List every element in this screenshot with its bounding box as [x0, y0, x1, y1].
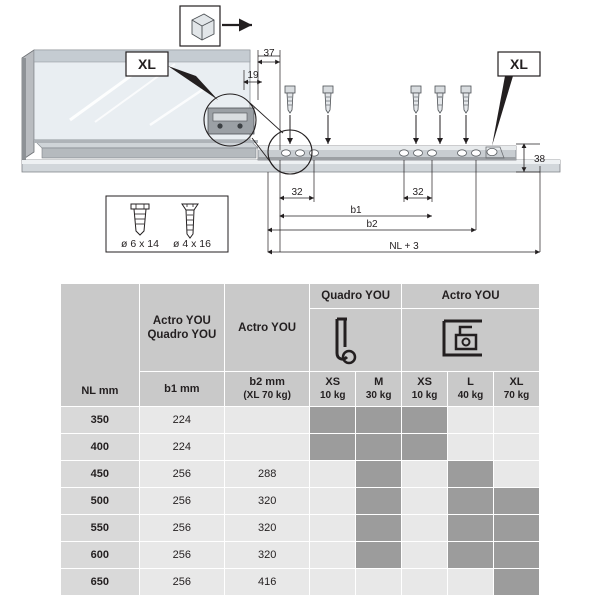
cell-nl: 500 — [61, 488, 140, 515]
header-b1-mm-text: b1 mm — [164, 382, 200, 395]
group-header-quadro-you — [310, 284, 402, 309]
table-row — [61, 515, 540, 542]
cell-b2 — [225, 434, 310, 461]
cell-actro-xs — [402, 407, 448, 434]
header-quadro-m — [356, 372, 402, 407]
cell-quadro-xs — [310, 407, 356, 434]
cell-quadro-m — [356, 569, 402, 596]
header-actro-you-line1: Actro YOU — [152, 314, 211, 327]
header-b2-mm-text: b2 mm — [249, 376, 285, 388]
cell-b1: 256 — [139, 488, 224, 515]
screw-left-label: ø 6 x 14 — [121, 238, 159, 250]
cell-actro-xl — [493, 542, 539, 569]
table-row — [61, 434, 540, 461]
cell-actro-xl — [493, 434, 539, 461]
runner-rail — [258, 146, 516, 160]
cell-b1: 224 — [139, 407, 224, 434]
header-quadro-m-name: M — [374, 376, 384, 388]
cell-nl: 450 — [61, 461, 140, 488]
spec-table-wrapper — [60, 283, 540, 596]
cell-actro-xl — [493, 515, 539, 542]
header-actro-xs-load: 10 kg — [411, 390, 438, 401]
dim-nl3-text: NL + 3 — [389, 241, 419, 252]
spec-table — [60, 283, 540, 596]
header-b2-xl70-text: (XL 70 kg) — [243, 390, 291, 401]
dim-32-right-text: 32 — [412, 187, 424, 198]
header-quadro-xs-name: XS — [325, 376, 341, 388]
group-header-actro-you — [402, 284, 540, 309]
table-row — [61, 542, 540, 569]
cell-b1: 256 — [139, 515, 224, 542]
header-actro-l-load: 40 kg — [457, 390, 484, 401]
dim-chain — [268, 160, 540, 252]
cell-b2 — [225, 407, 310, 434]
screw-legend — [106, 196, 228, 252]
cell-actro-l — [448, 488, 494, 515]
cell-nl: 350 — [61, 407, 140, 434]
technical-drawing — [0, 0, 600, 272]
cell-b1: 256 — [139, 461, 224, 488]
screw-arrows — [285, 86, 471, 144]
cell-b1: 256 — [139, 542, 224, 569]
cell-actro-l — [448, 407, 494, 434]
cell-actro-xs — [402, 461, 448, 488]
cell-b2: 320 — [225, 488, 310, 515]
cell-b2: 288 — [225, 461, 310, 488]
cell-actro-xs — [402, 542, 448, 569]
cell-actro-l — [448, 434, 494, 461]
header-quadro-xs — [310, 372, 356, 407]
cell-actro-xs — [402, 569, 448, 596]
cell-quadro-m — [356, 542, 402, 569]
cell-b2: 320 — [225, 515, 310, 542]
cell-actro-xl — [493, 461, 539, 488]
cell-nl: 650 — [61, 569, 140, 596]
header-actro-xl-name: XL — [509, 376, 524, 388]
cell-actro-l — [448, 569, 494, 596]
xl-left-text: XL — [138, 56, 156, 72]
cell-nl: 600 — [61, 542, 140, 569]
header-nl-mm: NL mm — [81, 385, 119, 397]
header-actro-xl-load: 70 kg — [503, 390, 530, 401]
cell-actro-xs — [402, 515, 448, 542]
cell-b1: 224 — [139, 434, 224, 461]
cell-quadro-xs — [310, 542, 356, 569]
cell-actro-xl — [493, 488, 539, 515]
cell-actro-l — [448, 515, 494, 542]
cell-quadro-xs — [310, 434, 356, 461]
cell-quadro-xs — [310, 488, 356, 515]
table-row — [61, 461, 540, 488]
header-actro-quadro-you — [139, 284, 224, 372]
cell-actro-xs — [402, 434, 448, 461]
header-actro-l-name: L — [467, 376, 474, 388]
cell-actro-l — [448, 542, 494, 569]
cell-quadro-m — [356, 434, 402, 461]
label-xl-right — [492, 52, 540, 146]
group-header-actro-you-text: Actro YOU — [441, 290, 500, 302]
header-actro-xs-name: XS — [417, 376, 432, 388]
header-b2-mm — [225, 372, 310, 407]
cube-callout — [180, 6, 252, 46]
table-row — [61, 407, 540, 434]
header-actro-l — [448, 372, 494, 407]
cell-actro-l — [448, 461, 494, 488]
dim-b2-text: b2 — [366, 219, 378, 230]
cell-quadro-xs — [310, 569, 356, 596]
cell-quadro-m — [356, 461, 402, 488]
cell-quadro-m — [356, 488, 402, 515]
header-quadro-m-load: 30 kg — [365, 390, 392, 401]
cell-b2: 416 — [225, 569, 310, 596]
spec-table-body — [61, 407, 540, 596]
quadro-you-profile-icon — [310, 309, 402, 372]
cell-actro-xl — [493, 407, 539, 434]
header-actro-you-text: Actro YOU — [238, 321, 297, 334]
header-b1-mm — [139, 372, 224, 407]
screw-right-label: ø 4 x 16 — [173, 238, 211, 250]
group-header-quadro-you-text: Quadro YOU — [321, 290, 391, 302]
cell-quadro-m — [356, 515, 402, 542]
actro-you-profile-icon — [402, 309, 540, 372]
cell-quadro-m — [356, 407, 402, 434]
table-row — [61, 569, 540, 596]
cell-b2: 320 — [225, 542, 310, 569]
cell-nl: 400 — [61, 434, 140, 461]
dim-38-text: 38 — [534, 154, 546, 165]
header-actro-you-b2 — [225, 284, 310, 372]
table-group-header-row — [61, 284, 540, 309]
cell-quadro-xs — [310, 461, 356, 488]
dim-19-text: 19 — [247, 70, 259, 81]
cell-actro-xl — [493, 569, 539, 596]
dim-32-left-text: 32 — [291, 187, 303, 198]
cell-actro-xs — [402, 488, 448, 515]
header-actro-xs — [402, 372, 448, 407]
xl-right-text: XL — [510, 56, 528, 72]
dim-37-text: 37 — [263, 48, 275, 59]
cell-nl: 550 — [61, 515, 140, 542]
header-quadro-xs-load: 10 kg — [319, 390, 346, 401]
dim-b1-text: b1 — [350, 205, 362, 216]
table-row — [61, 488, 540, 515]
cell-quadro-xs — [310, 515, 356, 542]
corner-cell-empty — [61, 284, 140, 407]
cell-b1: 256 — [139, 569, 224, 596]
header-quadro-you-line2: Quadro YOU — [147, 328, 217, 341]
header-actro-xl — [493, 372, 539, 407]
